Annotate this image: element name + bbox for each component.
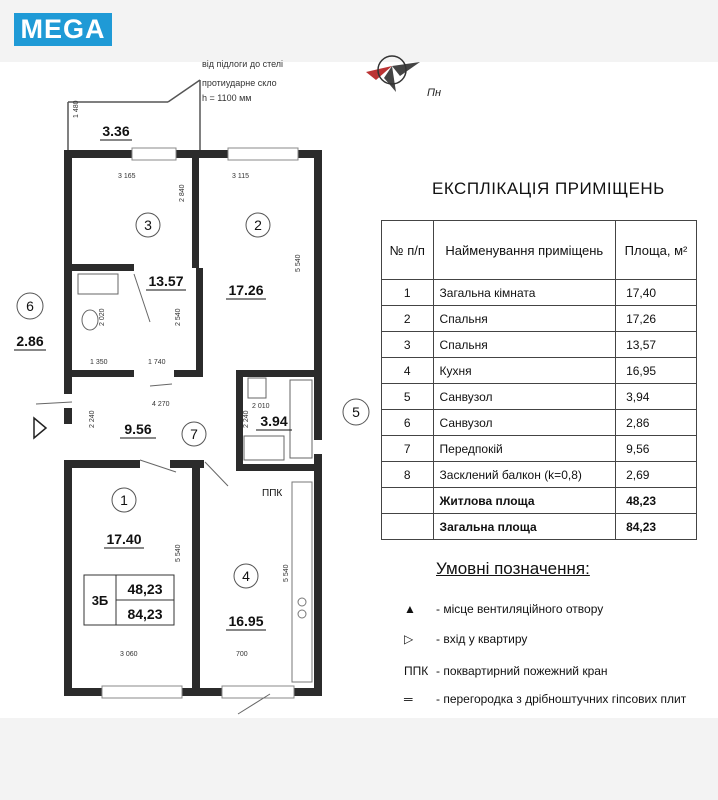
svg-text:1 740: 1 740 bbox=[148, 359, 166, 366]
legend-item bbox=[404, 664, 608, 678]
room-number: 5 bbox=[352, 404, 360, 420]
table-row: 2 Спальня 17,26 bbox=[382, 306, 697, 332]
balcony-outline bbox=[68, 80, 200, 154]
entrance-icon bbox=[34, 418, 46, 438]
kitchen-counter bbox=[292, 482, 312, 682]
svg-text:5 540: 5 540 bbox=[175, 544, 182, 562]
table-row: 4 Кухня 16,95 bbox=[382, 358, 697, 384]
area-underlines bbox=[14, 140, 292, 630]
compass-label: Пн bbox=[427, 87, 442, 99]
floor-plan-sheet bbox=[0, 59, 718, 718]
svg-text:2 840: 2 840 bbox=[179, 184, 186, 202]
svg-text:3 165: 3 165 bbox=[118, 173, 136, 180]
room-area: 16.95 bbox=[228, 613, 264, 629]
svg-text:1 350: 1 350 bbox=[90, 359, 108, 366]
legend-text: - вхід у квартиру bbox=[436, 632, 528, 646]
table-row: 6 Санвузол 2,86 bbox=[382, 410, 697, 436]
room-area: 17.40 bbox=[106, 531, 142, 547]
room-number: 4 bbox=[242, 568, 250, 584]
compass-icon bbox=[366, 56, 420, 92]
room-area: 17.26 bbox=[228, 282, 264, 298]
table-header-row bbox=[382, 221, 697, 280]
table-row: 5 Санвузол 3,94 bbox=[382, 384, 697, 410]
room-number: 2 bbox=[254, 217, 262, 233]
room-area: 3.94 bbox=[260, 413, 288, 429]
svg-text:2 010: 2 010 bbox=[252, 403, 270, 410]
legend-item bbox=[404, 632, 527, 646]
table-row: 3 Спальня 13,57 bbox=[382, 332, 697, 358]
legend-item bbox=[404, 602, 603, 616]
svg-text:5 540: 5 540 bbox=[295, 254, 302, 272]
header-name: Найменування приміщень bbox=[433, 221, 616, 280]
header-num: № п/п bbox=[382, 221, 434, 280]
legend-title: Умовні позначення: bbox=[436, 559, 590, 578]
summary-box bbox=[84, 575, 174, 625]
balcony-area: 3.36 bbox=[102, 123, 130, 139]
table-row: 1 Загальна кімната 17,40 bbox=[382, 280, 697, 306]
svg-text:2 240: 2 240 bbox=[243, 410, 250, 428]
legend-text: - перегородка з дрібноштучних гіпсових плит bbox=[436, 692, 687, 706]
svg-text:84,23: 84,23 bbox=[127, 606, 163, 622]
table-row: 7 Передпокій 9,56 bbox=[382, 436, 697, 462]
svg-text:700: 700 bbox=[236, 651, 248, 658]
svg-text:48,23: 48,23 bbox=[127, 581, 163, 597]
total-area-row: Загальна площа 84,23 bbox=[382, 514, 697, 540]
wc-fixture bbox=[78, 274, 118, 294]
room-number: 6 bbox=[26, 298, 34, 314]
room-area: 9.56 bbox=[124, 421, 152, 437]
legend-text: - поквартирний пожежний кран bbox=[436, 664, 608, 678]
svg-text:5 540: 5 540 bbox=[283, 564, 290, 582]
note-line: протиударне скло bbox=[202, 78, 277, 88]
room-area: 2.86 bbox=[16, 333, 44, 349]
living-area-row: Житлова площа 48,23 bbox=[382, 488, 697, 514]
bottom-bar bbox=[0, 718, 718, 800]
table-row: 8 Засклений балкон (k=0,8) 2,69 bbox=[382, 462, 697, 488]
mega-logo[interactable]: MEGA bbox=[14, 13, 112, 46]
explication-table bbox=[381, 220, 697, 540]
ppk-label: ППК bbox=[262, 488, 283, 499]
ventilation-icon: ▲ bbox=[404, 602, 416, 616]
room-number: 3 bbox=[144, 217, 152, 233]
room-area: 13.57 bbox=[148, 273, 184, 289]
svg-text:2 020: 2 020 bbox=[99, 308, 106, 326]
svg-text:4 270: 4 270 bbox=[152, 401, 170, 408]
room-number: 7 bbox=[190, 426, 198, 442]
entrance-legend-icon: ▷ bbox=[404, 632, 414, 646]
top-bar bbox=[0, 0, 718, 62]
partition-icon: ═ bbox=[404, 692, 413, 706]
note-line: від підлоги до стелі bbox=[202, 59, 284, 69]
svg-text:3Б: 3Б bbox=[91, 593, 109, 608]
svg-text:1 480: 1 480 bbox=[73, 100, 80, 118]
svg-text:3 060: 3 060 bbox=[120, 651, 138, 658]
explication-title: ЕКСПЛІКАЦІЯ ПРИМІЩЕНЬ bbox=[432, 179, 665, 198]
header-area: Площа, м² bbox=[616, 221, 697, 280]
room-number: 1 bbox=[120, 492, 128, 508]
note-line: h = 1100 мм bbox=[202, 93, 252, 103]
legend-text: - місце вентиляційного отвору bbox=[436, 602, 604, 616]
svg-text:3 115: 3 115 bbox=[232, 173, 249, 180]
svg-text:2 240: 2 240 bbox=[89, 410, 96, 428]
ppk-legend-symbol: ППК bbox=[404, 664, 429, 678]
svg-text:2 540: 2 540 bbox=[175, 308, 182, 326]
legend-item bbox=[404, 692, 686, 706]
dimension-labels bbox=[73, 100, 302, 658]
